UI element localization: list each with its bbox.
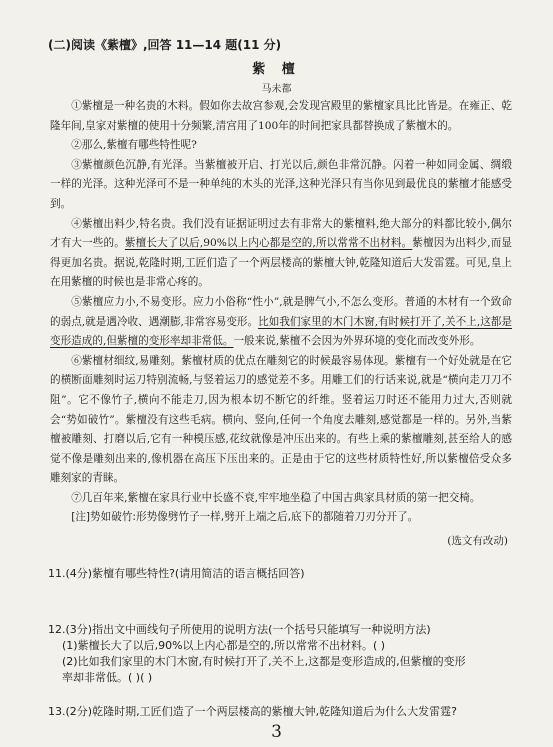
article-author: 马未都 (261, 84, 292, 95)
source-note: (选文有改动) (447, 535, 508, 547)
paragraph-2: ②那么,紫檀有哪些特性呢? (71, 139, 197, 152)
underlined-sentence-2: 比如我们家里的木门木窗,有时候打开了,关不上,这都是变形造成的,但紫檀的变形率却非常低。 (50, 315, 513, 348)
paragraph-5-part-a: ⑤紫檀应力小,不易变形。应力小俗称“性小”,就是脾气小,不怎么变形。普通的木材有一个致命的弱点,就是遇冷收、遇潮膨,非常容易变形。 (50, 295, 512, 328)
paragraph-4-part-b: 紫檀因为出料少,而显得更加名贵。据说,乾隆时期,工匠们造了一个两层楼高的紫檀大钟,乾隆知道后大发雷霆。可见,皇上在用紫檀的时候也是非常心疼的。 (50, 237, 512, 289)
footnote: [注]势如破竹:形势像劈竹子一样,劈开上端之后,底下的都随着刀刃分开了。 (71, 511, 419, 524)
article-body (50, 97, 512, 528)
paragraph-4-part-a: ④紫檀出料少,特名贵。我们没有证据证明过去有非常大的紫檀料,绝大部分的料都比较小,偶尔才有大一些的。 (50, 217, 512, 250)
page-number: 3 (271, 722, 282, 742)
underlined-sentence-1: 紫檀长大了以后,90%以上内心都是空的,所以常常不出材料。 (124, 237, 413, 250)
paragraph-7: ⑦几百年来,紫檀在家具行业中长盛不衰,牢牢地坐稳了中国古典家具材质的第一把交椅。 (71, 491, 481, 504)
paragraph-5-part-b: 一般来说,紫檀不会因为外界环境的变化而改变外形。 (233, 335, 481, 348)
paragraph-3: ③紫檀颜色沉静,有光泽。当紫檀被开启、打光以后,颜色非常沉静。闪着一种如同金属、绸缎一样的光泽。这种光泽可不是一种单纯的木头的光泽,这种光泽只有当你见到最优良的紫檀才能感受到。 (50, 158, 512, 210)
paragraph-6: ⑥紫檀材细纹,易雕刻。紫檀材质的优点在雕刻它的时候最容易体现。紫檀有一个好处就是在它的横断面雕刻时运刀特别流畅,与竖着运刀的感觉差不多。用雕工们的行话来说,就是“横向走刀刀不阻”。它不像竹子,横向不能走刀,因为根本切不断它的纤维。竖着运刀时还不能用力过大,否则就会“势如破竹”。紫檀没有这些毛病。横向、竖向,任何一个角度去雕刻,感觉都是一样的。另外,当紫檀被雕刻、打磨以后,它有一种模压感,花纹就像是冲压出来的。有些上乘的紫檀雕刻,甚至给人的感觉不像是雕刻出来的,像机器在高压下压出来的。正是由于它的这些材质特性好,所以紫檀倍受众多雕刻家的青睐。 (50, 354, 512, 485)
paragraph-5 (50, 293, 512, 352)
question-12-item-2b: 率却非常低。( )( ) (62, 671, 153, 684)
paragraph-4 (50, 215, 512, 293)
question-12-item-2a: (2)比如我们家里的木门木窗,有时候打开了,关不上,这都是变形造成的,但紫檀的变形 (62, 655, 466, 668)
paragraph-1: ①紫檀是一种名贵的木料。假如你去故宫参观,会发现宫殿里的紫檀家具比比皆是。在雍正、乾隆年间,皇家对紫檀的使用十分频繁,清宫用了100年的时间把家具都替换成了紫檀木的。 (50, 100, 512, 132)
question-12-stem: 12.(3分)指出文中画线句子所使用的说明方法(一个括号只能填写一种说明方法) (48, 623, 431, 636)
question-11: 11.(4分)紫檀有哪些特性?(请用简洁的语言概括回答) (48, 567, 305, 580)
section-title: (二)阅读《紫檀》,回答 11—14 题(11 分) (48, 38, 282, 52)
question-13: 13.(2分)乾隆时期,工匠们造了一个两层楼高的紫檀大钟,乾隆知道后为什么大发雷霆? (48, 705, 457, 718)
article-title: 紫 檀 (252, 62, 301, 77)
question-12-item-1: (1)紫檀长大了以后,90%以上内心都是空的,所以常常不出材料。( ) (62, 639, 386, 652)
question-12 (48, 622, 466, 686)
